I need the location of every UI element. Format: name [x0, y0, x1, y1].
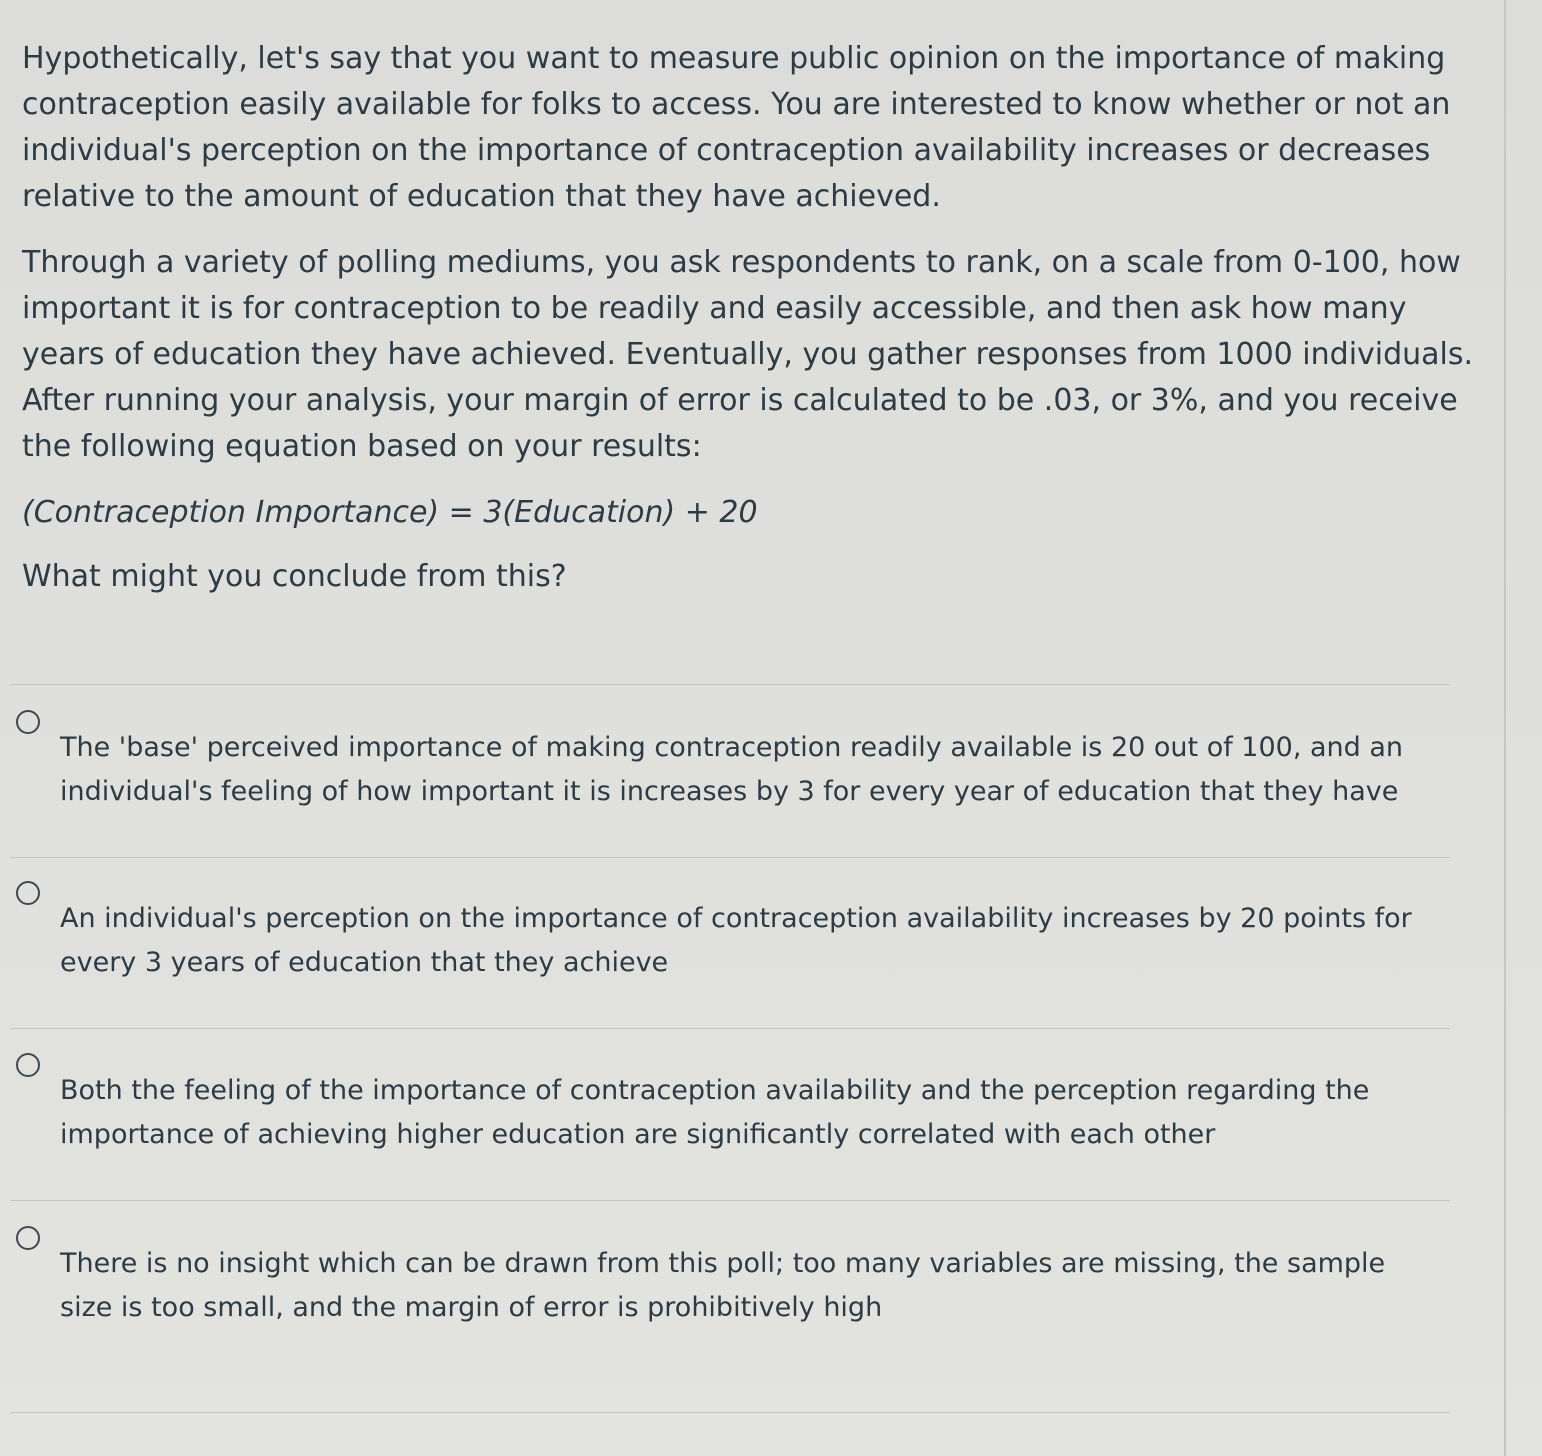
- answer-divider: [10, 1028, 1450, 1029]
- answer-radio-button-2[interactable]: [16, 881, 40, 905]
- answer-label-4[interactable]: There is no insight which can be drawn from this poll; too many variables are missing, the sample size is too small, and the margin of error is prohibitively high: [60, 1248, 1386, 1323]
- answer-label-2[interactable]: An individual's perception on the importance of contraception availability increases by 20 points for every 3 years of education that they achieve: [60, 903, 1412, 978]
- question-paragraph-1: Hypothetically, let's say that you want to measure public opinion on the importance of making contraception easily available for folks to access. You are interested to know whether or not an individual's perception on the importance of contraception availability increases or decreases relative to the amount of education that they have achieved.: [22, 41, 1451, 214]
- answer-radio-button-4[interactable]: [16, 1226, 40, 1250]
- answer-divider: [10, 1200, 1450, 1201]
- answer-radio-button-1[interactable]: [16, 710, 40, 734]
- answer-divider: [10, 1412, 1450, 1413]
- question-text: [22, 36, 1487, 620]
- answer-radio-button-3[interactable]: [16, 1053, 40, 1077]
- answer-divider: [10, 684, 1450, 685]
- question-paragraph-2: Through a variety of polling mediums, you ask respondents to rank, on a scale from 0-100, how important it is for contraception to be readily and easily accessible, and then ask how many years of education they have achieved. Eventually, you gather responses from 1000 individuals. After running your analysis, your margin of error is calculated to be .03, or 3%, and you receive the following equation based on your results:: [22, 245, 1474, 464]
- answer-label-3[interactable]: Both the feeling of the importance of contraception availability and the perception regarding the importance of achieving higher education are significantly correlated with each other: [60, 1075, 1370, 1150]
- answer-divider: [10, 857, 1450, 858]
- regression-equation: (Contraception Importance) = 3(Education) + 20: [22, 495, 758, 530]
- question-prompt: What might you conclude from this?: [22, 559, 567, 594]
- answer-label-1[interactable]: The 'base' perceived importance of making contraception readily available is 20 out of 100, and an individual's feeling of how important it is increases by 3 for every year of education that they have: [60, 732, 1404, 807]
